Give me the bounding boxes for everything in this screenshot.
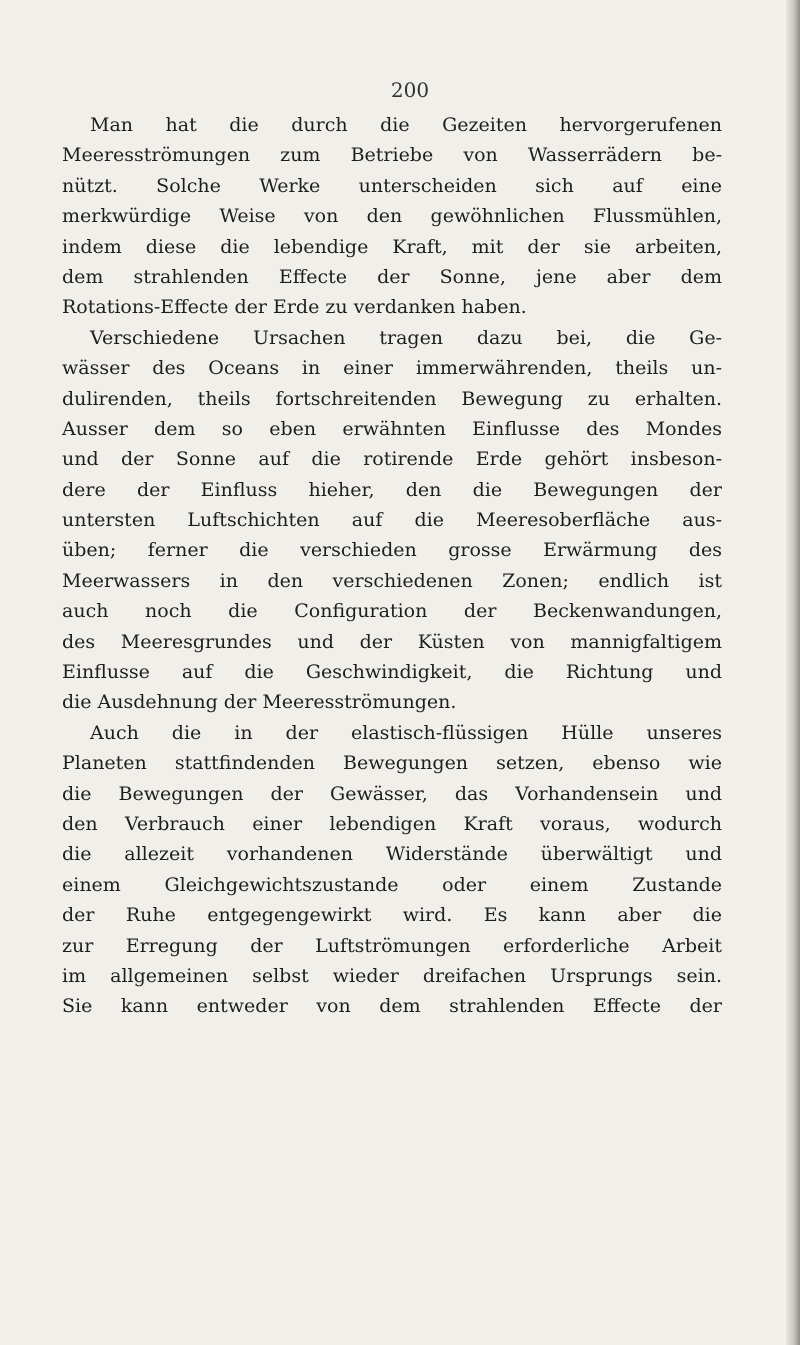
text-line: des Meeresgrundes und der Küsten von mannigfaltigem xyxy=(62,630,722,653)
text-line: den Verbrauch einer lebendigen Kraft voraus, wodurch xyxy=(62,812,722,835)
text-line: der Ruhe entgegengewirkt wird. Es kann aber die xyxy=(62,904,722,927)
text-line: dem strahlenden Effecte der Sonne, jene aber dem xyxy=(62,265,722,288)
body-text xyxy=(62,110,722,1022)
text-line: Einflusse auf die Geschwindigkeit, die Richtung und xyxy=(62,661,722,684)
text-line: merkwürdige Weise von den gewöhnlichen Flussmühlen, xyxy=(62,205,722,228)
text-line: Meerwassers in den verschiedenen Zonen; endlich ist xyxy=(62,569,722,592)
text-line: Man hat die durch die Gezeiten hervorgerufenen xyxy=(90,114,722,136)
text-line: untersten Luftschichten auf die Meeresoberfläche aus- xyxy=(62,509,722,532)
text-line: Sie kann entweder von dem strahlenden Effecte der xyxy=(62,995,722,1018)
text-line: einem Gleichgewichtszustande oder einem Zustande xyxy=(62,873,722,896)
text-line: Ausser dem so eben erwähnten Einflusse des Mondes xyxy=(62,417,722,440)
text-line: nützt. Solche Werke unterscheiden sich auf eine xyxy=(62,174,722,197)
text-line: Auch die in der elastisch-flüssigen Hülle unseres xyxy=(90,721,722,744)
text-line: die Ausdehnung der Meeresströmungen. xyxy=(62,691,457,714)
text-line: Meeresströmungen zum Betriebe von Wasserrädern be- xyxy=(62,144,722,167)
page-number: 200 xyxy=(390,78,430,102)
text-line: dere der Einfluss hieher, den die Bewegungen der xyxy=(62,478,722,501)
text-line: zur Erregung der Luftströmungen erforderliche Arbeit xyxy=(62,934,722,957)
text-line: Verschiedene Ursachen tragen dazu bei, die Ge- xyxy=(90,326,722,349)
text-line: indem diese die lebendige Kraft, mit der sie arbeiten, xyxy=(62,235,722,258)
text-line: Rotations-Effecte der Erde zu verdanken haben. xyxy=(62,296,527,319)
text-line: auch noch die Configuration der Beckenwandungen, xyxy=(62,600,722,623)
text-line: üben; ferner die verschieden grosse Erwärmung des xyxy=(62,539,722,562)
text-line: Planeten stattfindenden Bewegungen setzen, ebenso wie xyxy=(62,752,722,775)
text-line: wässer des Oceans in einer immerwährenden, theils un- xyxy=(62,357,722,380)
text-line: dulirenden, theils fortschreitenden Bewegung zu erhalten. xyxy=(62,387,722,410)
text-line: im allgemeinen selbst wieder dreifachen Ursprungs sein. xyxy=(62,964,722,987)
text-line: die allezeit vorhandenen Widerstände überwältigt und xyxy=(62,843,722,866)
text-line: die Bewegungen der Gewässer, das Vorhandensein und xyxy=(62,782,722,805)
page-edge-shadow xyxy=(786,0,800,1345)
text-line: und der Sonne auf die rotirende Erde gehört insbeson- xyxy=(62,448,722,471)
